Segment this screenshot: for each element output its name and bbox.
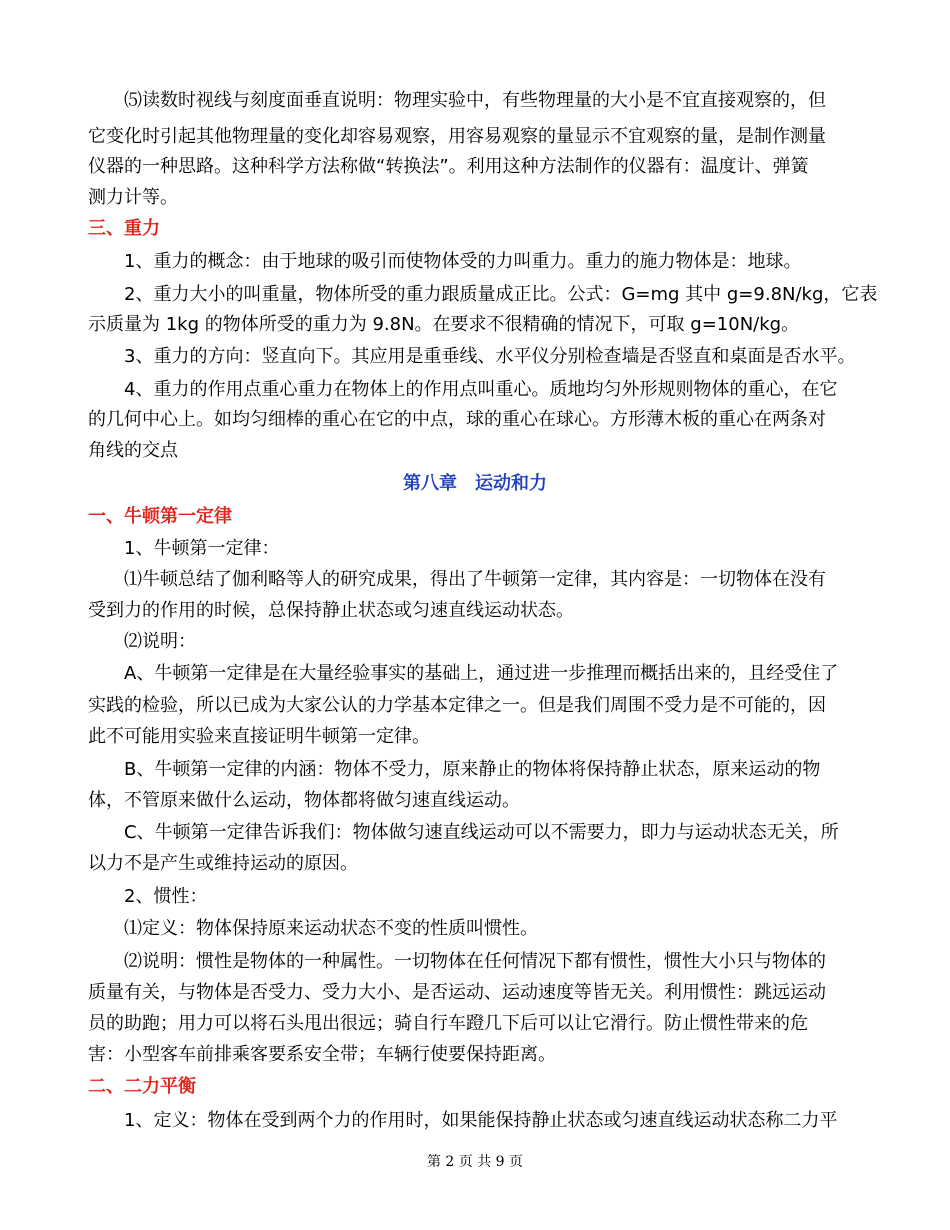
paragraph-line: 测力计等。 bbox=[88, 187, 178, 208]
paragraph-line: 质量有关，与物体是否受力、受力大小、是否运动、运动速度等皆无关。利用惯性：跳远运动 bbox=[88, 982, 826, 1003]
section-heading-newton: 一、牛顿第一定律 bbox=[88, 506, 232, 527]
paragraph-line: 它变化时引起其他物理量的变化却容易观察，用容易观察的量显示不宜观察的量，是制作测量 bbox=[88, 126, 826, 147]
page-footer: 第 2 页 共 9 页 bbox=[426, 1154, 524, 1170]
paragraph-line: ⑴牛顿总结了伽利略等人的研究成果，得出了牛顿第一定律，其内容是：一切物体在没有 bbox=[124, 569, 826, 590]
paragraph-line: 示质量为 1kg 的物体所受的重力为 9.8N。在要求不很精确的情况下，可取 g=10N/kg。 bbox=[88, 314, 800, 335]
paragraph-line: 实践的检验，所以已成为大家公认的力学基本定律之一。但是我们周围不受力是不可能的，因 bbox=[88, 695, 826, 716]
paragraph-line: ⑸读数时视线与刻度面垂直说明：物理实验中，有些物理量的大小是不宜直接观察的，但 bbox=[124, 90, 826, 111]
paragraph-line: 1、牛顿第一定律： bbox=[124, 538, 280, 559]
paragraph-line: 1、定义：物体在受到两个力的作用时，如果能保持静止状态或匀速直线运动状态称二力平 bbox=[124, 1110, 838, 1131]
chapter-title: 第八章 运动和力 bbox=[403, 473, 547, 494]
paragraph-line: 2、惯性： bbox=[124, 886, 208, 907]
paragraph-line: ⑴定义：物体保持原来运动状态不变的性质叫惯性。 bbox=[124, 918, 538, 939]
paragraph-line: 员的助跑；用力可以将石头甩出很远；骑自行车蹬几下后可以让它滑行。防止惯性带来的危 bbox=[88, 1013, 808, 1034]
paragraph-line: A、牛顿第一定律是在大量经验事实的基础上，通过进一步推理而概括出来的，且经受住了 bbox=[124, 663, 839, 684]
section-heading-balance: 二、二力平衡 bbox=[88, 1076, 196, 1097]
paragraph-line: 4、重力的作用点重心重力在物体上的作用点叫重心。质地均匀外形规则物体的重心，在它 bbox=[124, 379, 838, 400]
paragraph-line: 3、重力的方向：竖直向下。其应用是重垂线、水平仪分别检查墙是否竖直和桌面是否水平。 bbox=[124, 346, 856, 367]
section-heading-gravity: 三、重力 bbox=[88, 218, 160, 239]
paragraph-line: C、牛顿第一定律告诉我们：物体做匀速直线运动可以不需要力，即力与运动状态无关，所 bbox=[124, 822, 839, 843]
paragraph-line: 1、重力的概念：由于地球的吸引而使物体受的力叫重力。重力的施力物体是：地球。 bbox=[124, 251, 802, 272]
paragraph-line: 此不可能用实验来直接证明牛顿第一定律。 bbox=[88, 726, 430, 747]
paragraph-line: B、牛顿第一定律的内涵：物体不受力，原来静止的物体将保持静止状态，原来运动的物 bbox=[124, 759, 821, 780]
paragraph-line: ⑵说明： bbox=[124, 631, 196, 652]
paragraph-line: 害：小型客车前排乘客要系安全带；车辆行使要保持距离。 bbox=[88, 1044, 556, 1065]
paragraph-line: ⑵说明：惯性是物体的一种属性。一切物体在任何情况下都有惯性，惯性大小只与物体的 bbox=[124, 951, 826, 972]
paragraph-line: 2、重力大小的叫重量，物体所受的重力跟质量成正比。公式：G=mg 其中 g=9.8N/kg，它表 bbox=[124, 284, 878, 305]
paragraph-line: 仪器的一种思路。这种科学方法称做“转换法”。利用这种方法制作的仪器有：温度计、弹簧 bbox=[88, 156, 809, 177]
paragraph-line: 的几何中心上。如均匀细棒的重心在它的中点，球的重心在球心。方形薄木板的重心在两条对 bbox=[88, 409, 826, 430]
paragraph-line: 受到力的作用的时候，总保持静止状态或匀速直线运动状态。 bbox=[88, 600, 574, 621]
paragraph-line: 以力不是产生或维持运动的原因。 bbox=[88, 853, 358, 874]
paragraph-line: 体，不管原来做什么运动，物体都将做匀速直线运动。 bbox=[88, 790, 520, 811]
paragraph-line: 角线的交点 bbox=[88, 440, 178, 461]
